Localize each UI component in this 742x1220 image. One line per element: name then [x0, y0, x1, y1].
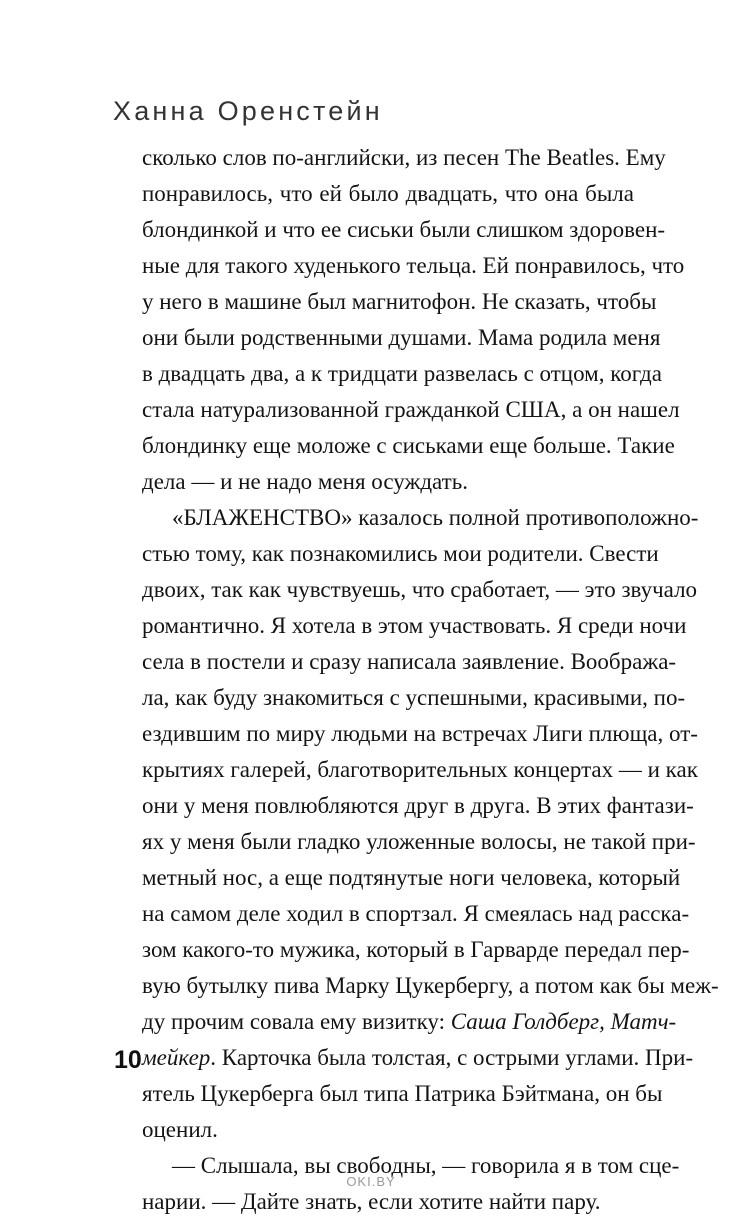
business-card-title: мейкер: [142, 1045, 211, 1070]
text-line: нарии. — Дайте знать, если хотите найти пару.: [142, 1189, 601, 1214]
text-line: дела — и не надо меня осуждать.: [142, 469, 468, 494]
text-line: стала натурализованной гражданкой США, а он нашел: [142, 397, 680, 422]
paragraph: [142, 140, 685, 500]
text-line: стью тому, как познакомились мои родители. Свести: [142, 541, 659, 566]
text-line: у него в машине был магнитофон. Не сказать, чтобы: [142, 289, 657, 314]
business-card-name: Саша Голдберг, Матч-: [450, 1009, 677, 1034]
text-line: вую бутылку пива Марку Цукербергу, а потом как бы меж-: [142, 973, 719, 998]
text-line: романтично. Я хотела в этом участвовать. Я среди ночи: [142, 613, 687, 638]
text-line: ятель Цукерберга был типа Патрика Бэйтмана, он бы: [142, 1081, 663, 1106]
site-watermark: OKI.BY: [346, 1174, 396, 1189]
text-line: на самом деле ходил в спортзал. Я смеялась над расска-: [142, 901, 690, 926]
text-line: ные для такого худенького тельца. Ей понравилось, что: [142, 253, 685, 278]
text-fragment: . Карточка была толстая, с острыми углами. При-: [210, 1045, 694, 1070]
text-line: они были родственными душами. Мама родила меня: [142, 325, 661, 350]
text-fragment: ду прочим совала ему визитку:: [142, 1009, 446, 1034]
book-author-header: Ханна Оренстейн: [113, 96, 383, 126]
text-line: в двадцать два, а к тридцати развелась с отцом, когда: [142, 361, 662, 386]
text-line: зом какого-то мужика, который в Гарварде передал пер-: [142, 937, 690, 962]
page-number: 10: [114, 1046, 142, 1074]
text-line: сколько слов по-английски, из песен The Beatles. Ему: [142, 145, 666, 170]
text-line: [142, 1040, 694, 1076]
text-line: ездившим по миру людьми на встречах Лиги плюща, от-: [142, 721, 698, 746]
text-line: блондинкой и что ее сиськи были слишком здоровен-: [142, 217, 666, 242]
text-line: села в постели и сразу написала заявление. Вообража-: [142, 649, 677, 674]
text-line: «БЛАЖЕНСТВО» казалось полной противоположно-: [172, 505, 699, 530]
text-line: крытиях галерей, благотворительных концертах — и как: [142, 757, 698, 782]
text-line: блондинку еще моложе с сиськами еще больше. Такие: [142, 433, 675, 458]
text-line: — Слышала, вы свободны, — говорила я в том сце-: [172, 1153, 680, 1178]
text-line: они у меня повлюбляются друг в друга. В этих фантази-: [142, 793, 694, 818]
text-line: [142, 1004, 677, 1040]
body-text: [142, 140, 719, 1220]
paragraph: [142, 500, 719, 1148]
text-line: оценил.: [142, 1117, 218, 1142]
text-line: двоих, так как чувствуешь, что сработает, — это звучало: [142, 577, 698, 602]
text-line: понравилось, что ей было двадцать, что она была: [142, 181, 634, 206]
text-line: ла, как буду знакомиться с успешными, красивыми, по-: [142, 685, 686, 710]
text-line: метный нос, а еще подтянутые ноги человека, который: [142, 865, 681, 890]
text-line: ях у меня были гладко уложенные волосы, не такой при-: [142, 829, 696, 854]
